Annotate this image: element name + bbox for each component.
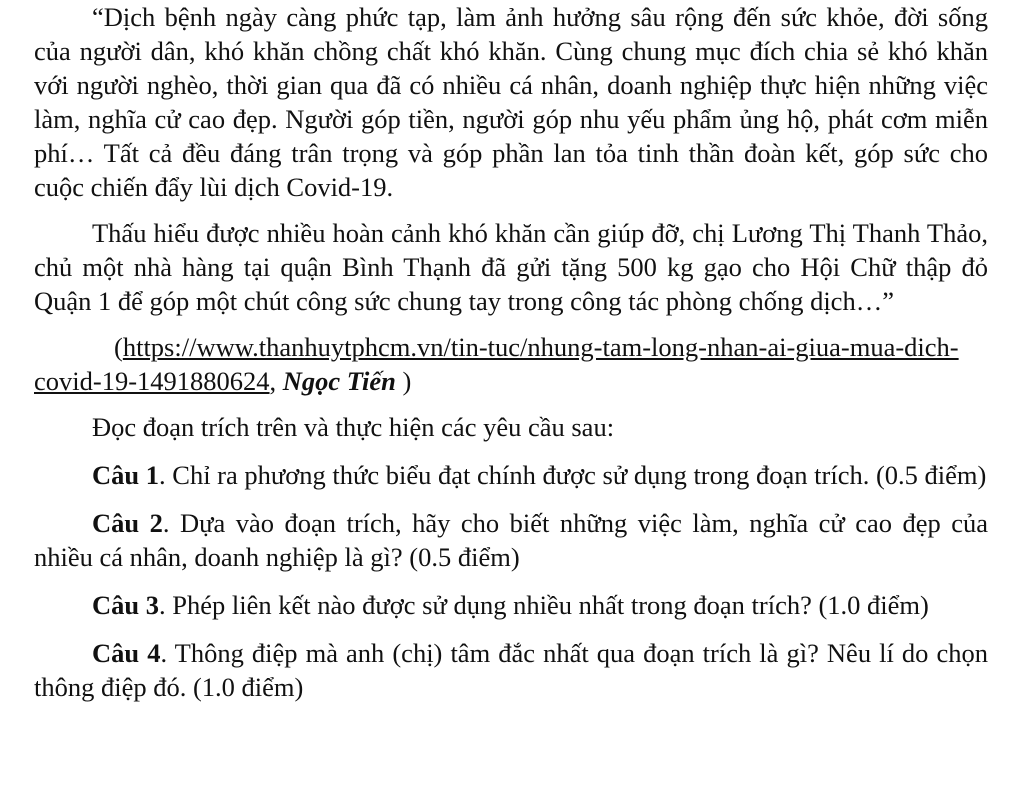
source-link[interactable]: https://www.thanhuytphcm.vn/tin-tuc/nhung-tam-long-nhan-ai-giua-mua-dich-covid-19-1491880624 [34, 332, 959, 396]
instruction-text: Đọc đoạn trích trên và thực hiện các yêu cầu sau: [92, 412, 615, 442]
question-text: . Phép liên kết nào được sử dụng nhiều nhất trong đoạn trích? (1.0 điểm) [159, 590, 929, 620]
source-separator: , [269, 366, 283, 396]
passage-paragraph-2: Thấu hiểu được nhiều hoàn cảnh khó khăn cần giúp đỡ, chị Lương Thị Thanh Thảo, chủ một nhà hàng tại quận Bình Thạnh đã gửi tặng 500 kg gạo cho Hội Chữ thập đỏ Quận 1 để góp một chút công sức chung tay trong công tác phòng chống dịch…” [34, 218, 988, 316]
source-citation [34, 330, 988, 398]
source-close-paren: ) [395, 366, 412, 396]
question-label: Câu 3 [92, 590, 160, 620]
question-text: . Thông điệp mà anh (chị) tâm đắc nhất qua đoạn trích là gì? Nêu lí do chọn thông điệp đó. (1.0 điểm) [34, 638, 988, 702]
question-label: Câu 4 [92, 638, 161, 668]
question-4 [34, 636, 988, 704]
source-open-paren: ( [114, 332, 123, 362]
source-author: Ngọc Tiến [282, 366, 396, 396]
passage-paragraph-1: “Dịch bệnh ngày càng phức tạp, làm ảnh hưởng sâu rộng đến sức khỏe, đời sống của người dân, khó khăn chồng chất khó khăn. Cùng chung mục đích chia sẻ khó khăn với người nghèo, thời gian qua đã có nhiều cá nhân, doanh nghiệp thực hiện những việc làm, nghĩa cử cao đẹp. Người góp tiền, người góp nhu yếu phẩm ủng hộ, phát cơm miễn phí… Tất cả đều đáng trân trọng và góp phần lan tỏa tinh thần đoàn kết, góp sức cho cuộc chiến đẩy lùi dịch Covid-19. [34, 2, 988, 202]
question-3 [34, 588, 988, 622]
question-text: . Chỉ ra phương thức biểu đạt chính được sử dụng trong đoạn trích. (0.5 điểm) [159, 460, 987, 490]
question-2 [34, 506, 988, 574]
question-label: Câu 1 [92, 460, 160, 490]
question-1 [34, 458, 988, 492]
question-label: Câu 2 [92, 508, 163, 538]
question-text: . Dựa vào đoạn trích, hãy cho biết những việc làm, nghĩa cử cao đẹp của nhiều cá nhân, doanh nghiệp là gì? (0.5 điểm) [34, 508, 988, 572]
document-page [34, 0, 988, 704]
